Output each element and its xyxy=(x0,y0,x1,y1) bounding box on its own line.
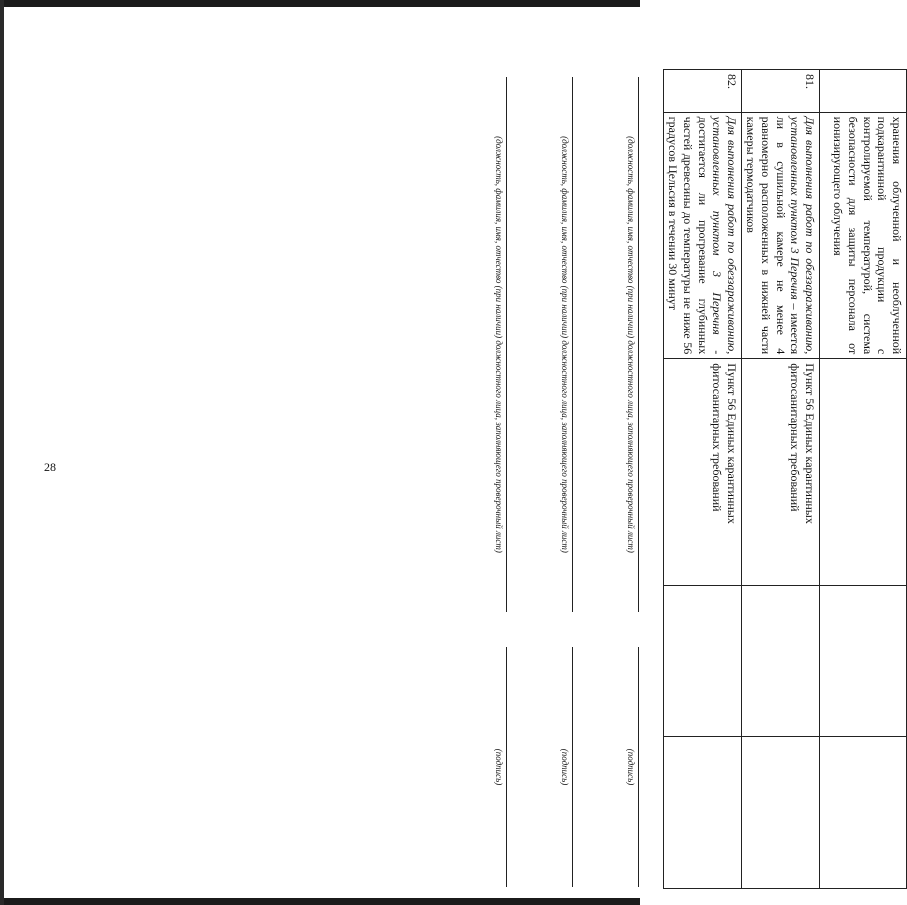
page-number: 28 xyxy=(44,460,56,474)
scan-edge-top xyxy=(0,0,640,7)
cell-answer xyxy=(820,585,907,737)
cell-number xyxy=(820,70,907,113)
sign-caption: (подпись) xyxy=(560,748,570,786)
table-row xyxy=(663,70,741,889)
cell-norm xyxy=(820,359,907,586)
scan-edge-left xyxy=(0,0,4,905)
sign-caption: (подпись) xyxy=(626,748,636,786)
cell-answer xyxy=(741,585,819,737)
signature-line xyxy=(509,69,573,889)
signature-block xyxy=(423,69,659,889)
name-caption: (должность, фамилия, имя, отчество (при наличии) должностного лица, заполняющего проверочный лист) xyxy=(560,136,570,553)
name-line xyxy=(638,77,639,612)
cell-requirement xyxy=(663,112,741,359)
scan-edge-bottom xyxy=(0,898,640,905)
requirement-text: - достигается ли прогревание глубинных частей древесины до температуры не ниже 56 градусов Цельсия в течении 30 минут xyxy=(666,116,725,355)
requirement-text: – имеется ли в сушильной камере не менее 4 равномерно расположенных в нижней части камеры термодатчиков xyxy=(744,116,803,355)
cell-note xyxy=(820,737,907,889)
cell-answer xyxy=(663,585,741,737)
cell-requirement: хранения облученной и необлученной подкарантинной продукции с контролируемой температурой, система безопасности для защиты персонала от ионизирующего облучения xyxy=(820,112,907,359)
signature-line xyxy=(575,69,639,889)
table-row xyxy=(820,70,907,889)
name-caption: (должность, фамилия, имя, отчество (при наличии) должностного лица, заполняющего проверочный лист) xyxy=(494,136,504,553)
cell-number: 81. xyxy=(741,70,819,113)
signature-line xyxy=(443,69,507,889)
rotated-document xyxy=(494,69,907,889)
requirement-italic: Для выполнения работ по обеззараживанию, установленных пунктом 3 Перечня xyxy=(710,116,739,355)
sign-line xyxy=(638,647,639,887)
table-row xyxy=(741,70,819,889)
cell-number: 82. xyxy=(663,70,741,113)
name-line xyxy=(506,77,507,612)
cell-note xyxy=(741,737,819,889)
cell-norm: Пункт 56 Единых карантинных фитосанитарных требований xyxy=(741,359,819,586)
sign-line xyxy=(572,647,573,887)
requirement-italic: Для выполнения работ по обеззараживанию, установленных пунктом 3 Перечня xyxy=(788,116,817,355)
name-line xyxy=(572,77,573,612)
name-caption: (должность, фамилия, имя, отчество (при наличии) должностного лица, заполняющего проверочный лист) xyxy=(626,136,636,553)
checklist-table xyxy=(663,69,907,889)
cell-norm: Пункт 56 Единых карантинных фитосанитарных требований xyxy=(663,359,741,586)
cell-requirement xyxy=(741,112,819,359)
sign-caption: (подпись) xyxy=(494,748,504,786)
sign-line xyxy=(506,647,507,887)
cell-note xyxy=(663,737,741,889)
